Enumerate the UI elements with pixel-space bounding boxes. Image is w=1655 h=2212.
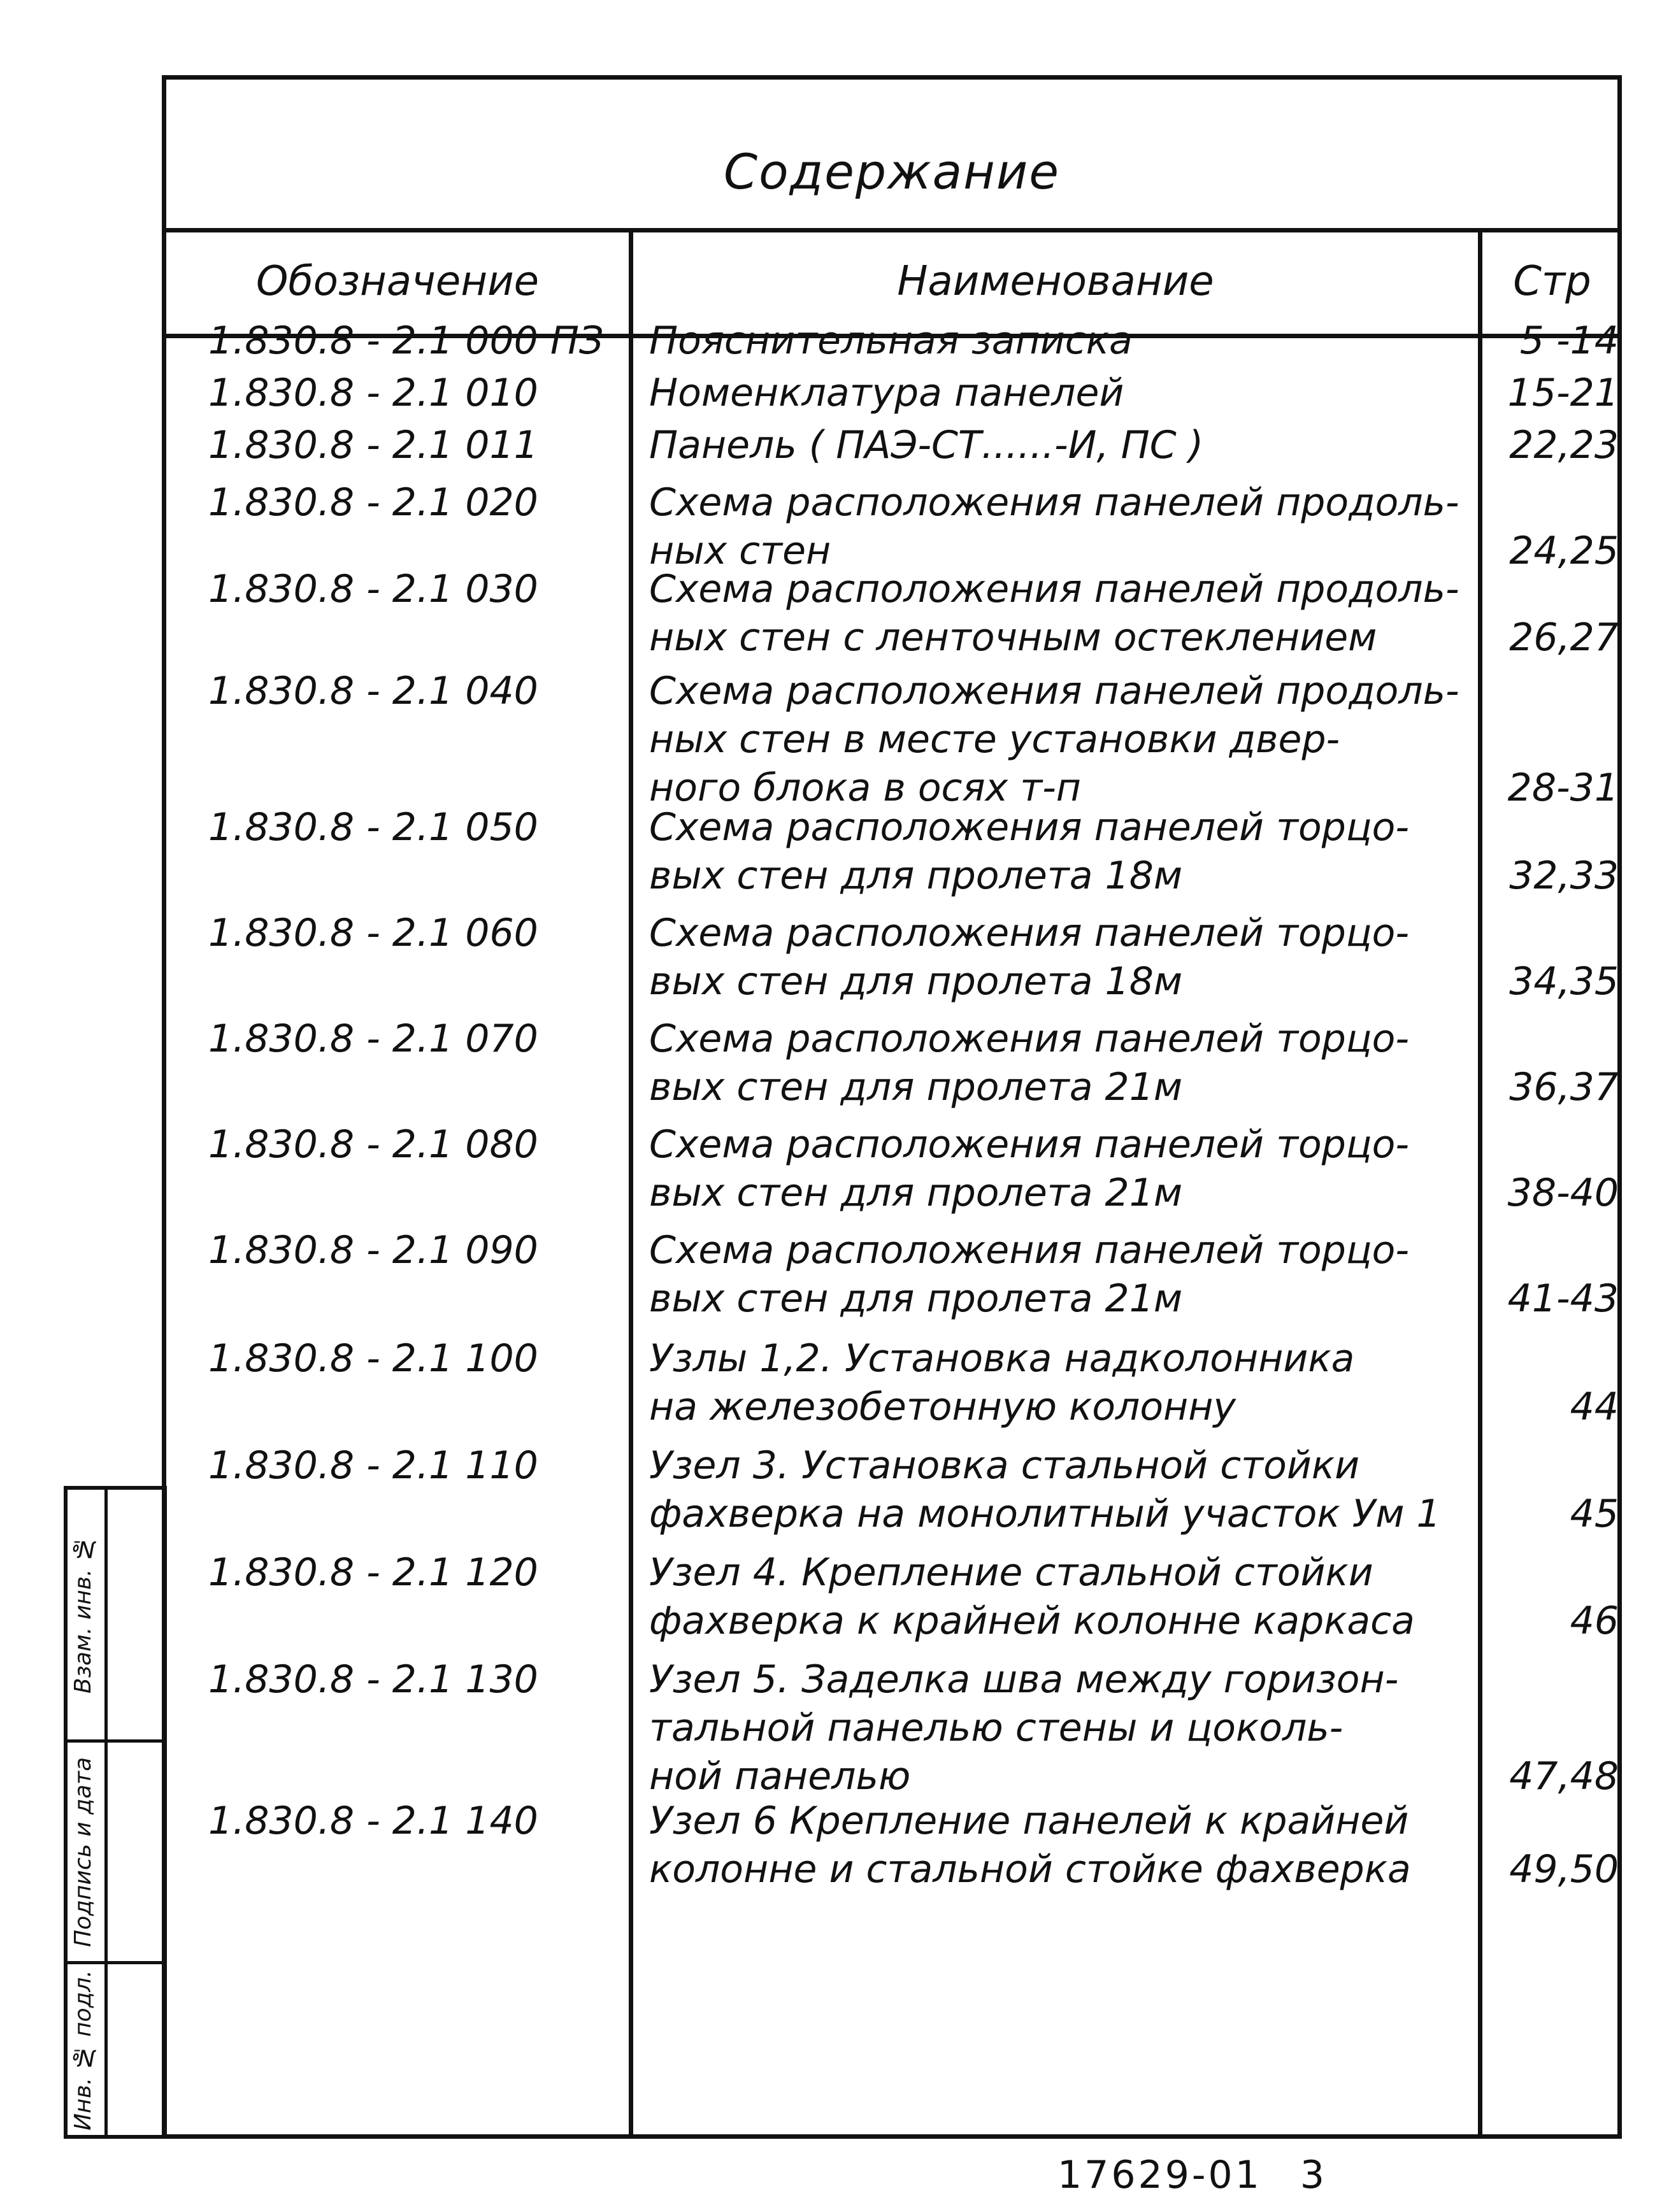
row-name-line: фахверка на монолитный участок Ум 1 — [649, 1492, 1441, 1536]
row-name-line: ной панелью — [649, 1754, 911, 1799]
row-name-line: Схема расположения панелей торцо- — [649, 1017, 1410, 1061]
row-name — [649, 421, 1471, 469]
row-name — [649, 1015, 1471, 1111]
row-name-line: Схема расположения панелей продоль- — [649, 669, 1459, 713]
row-name-line: колонне и стальной стойке фахверка — [649, 1847, 1411, 1892]
column-header-name: Наименование — [897, 258, 1214, 305]
row-code: 1.830.8 - 2.1 050 — [208, 805, 538, 850]
row-name-line: вых стен для пролета 21м — [649, 1276, 1183, 1321]
stamp-divider — [104, 1490, 108, 2135]
approval-stamp — [64, 1486, 167, 2139]
row-page: 28-31 — [1507, 766, 1619, 810]
stamp-label-original-inv: Инв. № подл. — [70, 1970, 96, 2130]
row-name-line: ных стен с ленточным остеклением — [649, 615, 1377, 660]
column-header-page: Стр — [1513, 258, 1591, 305]
row-name — [649, 478, 1471, 575]
row-name-line: вых стен для пролета 18м — [649, 853, 1183, 898]
page-number: 3 — [1300, 2153, 1328, 2197]
row-page: 5 -14 — [1519, 318, 1619, 363]
row-name — [649, 1441, 1471, 1538]
row-name-line: вых стен для пролета 21м — [649, 1065, 1183, 1110]
page-title: Содержание — [724, 143, 1060, 200]
row-code: 1.830.8 - 2.1 130 — [208, 1657, 538, 1702]
row-name-line: Схема расположения панелей продоль- — [649, 567, 1459, 611]
row-code: 1.830.8 - 2.1 080 — [208, 1122, 538, 1167]
row-name-line: вых стен для пролета 18м — [649, 959, 1183, 1004]
row-page: 38-40 — [1507, 1171, 1619, 1215]
row-name — [649, 1797, 1471, 1894]
row-name-line: ных стен в месте установки двер- — [649, 717, 1340, 762]
row-name-line: Узлы 1,2. Установка надколонника — [649, 1336, 1355, 1381]
row-name — [649, 317, 1471, 365]
row-name-line: Узел 6 Крепление панелей к крайней — [649, 1799, 1409, 1843]
row-name-line: Пояснительная записка — [649, 318, 1133, 363]
stamp-label-signature-date: Подпись и дата — [70, 1757, 96, 1947]
row-code: 1.830.8 - 2.1 110 — [208, 1443, 538, 1488]
row-page: 32,33 — [1509, 853, 1619, 898]
row-name-line: вых стен для пролета 21м — [649, 1171, 1183, 1215]
doc-number: 17629-01 — [1057, 2153, 1262, 2197]
row-name-line: Схема расположения панелей продоль- — [649, 480, 1459, 525]
row-code: 1.830.8 - 2.1 120 — [208, 1550, 538, 1595]
row-name-line: тальной панелью стены и цоколь- — [649, 1706, 1343, 1750]
row-code: 1.830.8 - 2.1 060 — [208, 911, 538, 955]
row-code: 1.830.8 - 2.1 011 — [208, 423, 538, 467]
row-code: 1.830.8 - 2.1 140 — [208, 1799, 538, 1843]
footer — [1057, 2153, 1327, 2197]
row-name — [649, 565, 1471, 662]
row-code: 1.830.8 - 2.1 100 — [208, 1336, 538, 1381]
row-name-line: ного блока в осях т-п — [649, 766, 1082, 810]
row-page: 36,37 — [1509, 1065, 1619, 1110]
row-code: 1.830.8 - 2.1 030 — [208, 567, 538, 611]
row-name-line: Схема расположения панелей торцо- — [649, 805, 1410, 850]
row-name-line: Схема расположения панелей торцо- — [649, 1122, 1410, 1167]
row-code: 1.830.8 - 2.1 040 — [208, 669, 538, 713]
row-page: 44 — [1570, 1385, 1619, 1429]
row-code: 1.830.8 - 2.1 090 — [208, 1228, 538, 1273]
row-name-line: Номенклатура панелей — [649, 371, 1124, 415]
row-name-line: Схема расположения панелей торцо- — [649, 911, 1410, 955]
row-code: 1.830.8 - 2.1 010 — [208, 371, 538, 415]
row-code: 1.830.8 - 2.1 070 — [208, 1017, 538, 1061]
row-name — [649, 369, 1471, 417]
row-code: 1.830.8 - 2.1 000 ПЗ — [208, 318, 604, 363]
row-page: 15-21 — [1507, 371, 1619, 415]
document-frame — [162, 75, 1622, 2139]
row-name-line: Панель ( ПАЭ-СТ......-И, ПС ) — [649, 423, 1204, 467]
row-code: 1.830.8 - 2.1 020 — [208, 480, 538, 525]
row-page: 49,50 — [1509, 1847, 1619, 1892]
row-page: 24,25 — [1509, 529, 1619, 573]
row-name — [649, 803, 1471, 900]
column-divider — [629, 232, 633, 2134]
row-page: 34,35 — [1509, 959, 1619, 1004]
row-name — [649, 667, 1471, 812]
row-name-line: Узел 5. Заделка шва между горизон- — [649, 1657, 1399, 1702]
row-name — [649, 1548, 1471, 1645]
row-name — [649, 1334, 1471, 1431]
row-name-line: фахверка к крайней колонне каркаса — [649, 1599, 1415, 1643]
column-header-code: Обозначение — [255, 258, 540, 305]
row-name-line: Узел 3. Установка стальной стойки — [649, 1443, 1360, 1488]
row-name — [649, 1226, 1471, 1323]
row-name-line: на железобетонную колонну — [649, 1385, 1236, 1429]
row-page: 45 — [1570, 1492, 1619, 1536]
row-name — [649, 909, 1471, 1006]
row-page: 22,23 — [1509, 423, 1619, 467]
row-page: 26,27 — [1509, 615, 1619, 660]
row-name — [649, 1655, 1471, 1801]
stamp-label-replacement-inv: Взам. инв. № — [70, 1536, 96, 1694]
row-page: 47,48 — [1509, 1754, 1619, 1799]
row-name-line: Узел 4. Крепление стальной стойки — [649, 1550, 1373, 1595]
row-page: 46 — [1570, 1599, 1619, 1643]
row-name-line: ных стен — [649, 529, 831, 573]
row-name-line: Схема расположения панелей торцо- — [649, 1228, 1410, 1273]
row-name — [649, 1120, 1471, 1217]
title-row — [166, 80, 1617, 232]
row-page: 41-43 — [1507, 1276, 1619, 1321]
